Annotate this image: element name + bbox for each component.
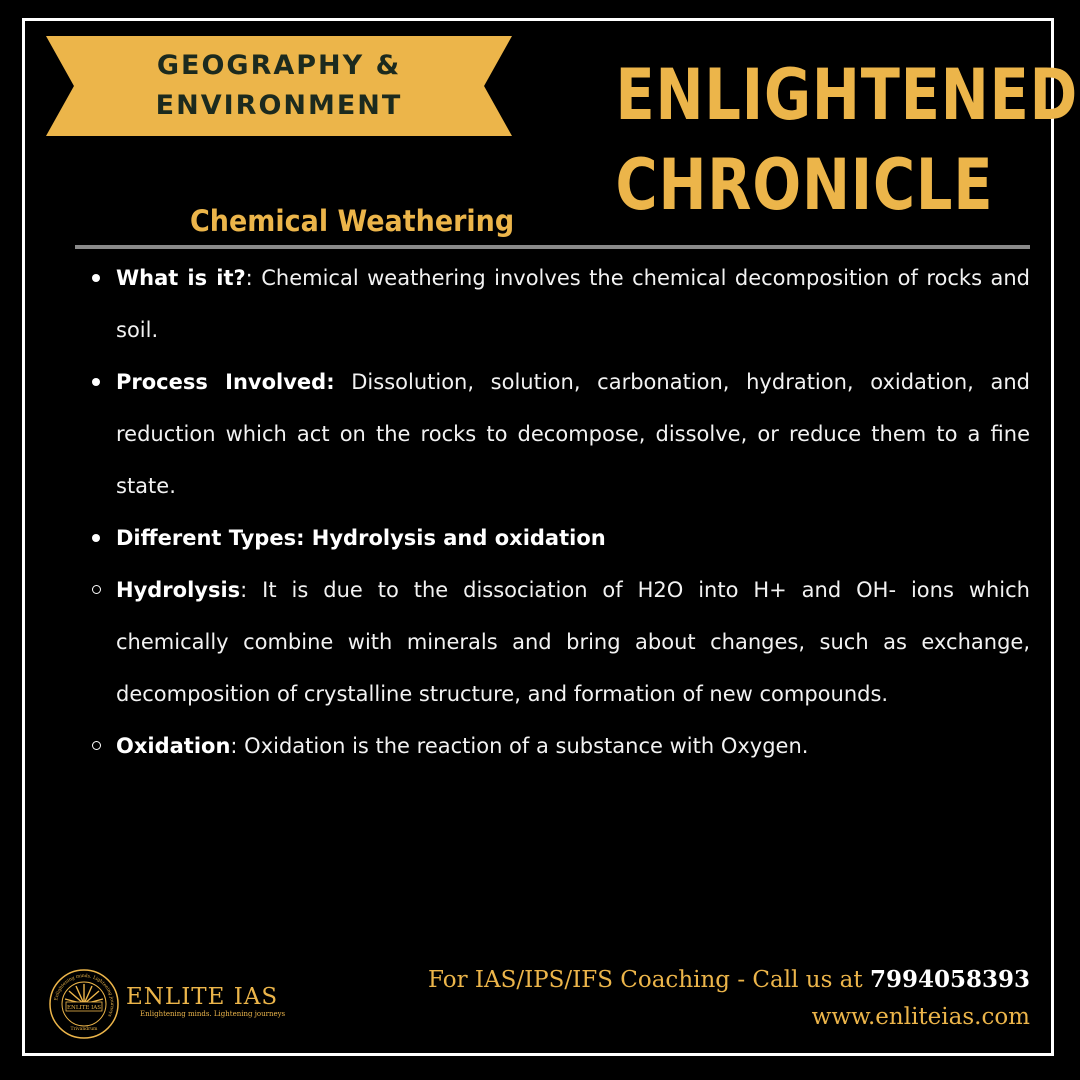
subpoint-label: Oxidation (116, 734, 231, 758)
logo-tagline: Enlightening minds. Lightening journeys (140, 1010, 286, 1018)
logo-bottom-text: Trivandrum (70, 1027, 98, 1032)
point-label: Process Involved: (116, 370, 335, 394)
topic-heading: Chemical Weathering (190, 204, 515, 238)
content-body (88, 252, 1030, 772)
logo-name: ENLITE IAS (126, 984, 279, 1010)
point-label: What is it? (116, 266, 246, 290)
point-text: : Chemical weathering involves the chemical decomposition of rocks and soil. (116, 266, 1031, 342)
sub-list-item (88, 564, 1030, 720)
point-label: Different Types: Hydrolysis and oxidation (116, 526, 606, 550)
list-item (88, 356, 1030, 512)
category-line-1: GEOGRAPHY & (156, 50, 402, 81)
brand-title-line-2: CHRONICLE (615, 144, 994, 226)
coaching-prefix: For IAS/IPS/IFS Coaching - Call us at (428, 967, 870, 993)
logo-ring-text: Enlightening minds. Lightening journeys (54, 973, 115, 1018)
heading-divider (75, 245, 1030, 249)
list-item (88, 252, 1030, 356)
sub-list-item (88, 720, 1030, 772)
subpoint-text: : It is due to the dissociation of H2O into H+ and OH- ions which chemically combine with minerals and bring about changes, such as exchange, decomposition of crystalline structure, and formation of new compounds. (116, 578, 1030, 706)
category-line-2: ENVIRONMENT (155, 90, 403, 121)
sub-bullet-list (88, 564, 1030, 772)
brand-title-line-1: ENLIGHTENED (615, 54, 1079, 136)
bullet-list (88, 252, 1030, 564)
coaching-contact (428, 966, 1030, 993)
brand-title (615, 50, 1079, 230)
list-item (88, 512, 1030, 564)
category-label (46, 44, 512, 128)
enlite-logo-icon (48, 968, 120, 1040)
phone-number: 7994058393 (869, 966, 1030, 993)
point-text: Dissolution, solution, carbonation, hydration, oxidation, and reduction which act on the rocks to decompose, dissolve, or reduce them to a fine state. (116, 370, 1030, 498)
website-link[interactable]: www.enliteias.com (811, 1004, 1030, 1030)
logo-center-text: ENLITE IAS (67, 1005, 101, 1011)
subpoint-label: Hydrolysis (116, 578, 241, 602)
subpoint-text: : Oxidation is the reaction of a substance with Oxygen. (230, 734, 809, 758)
